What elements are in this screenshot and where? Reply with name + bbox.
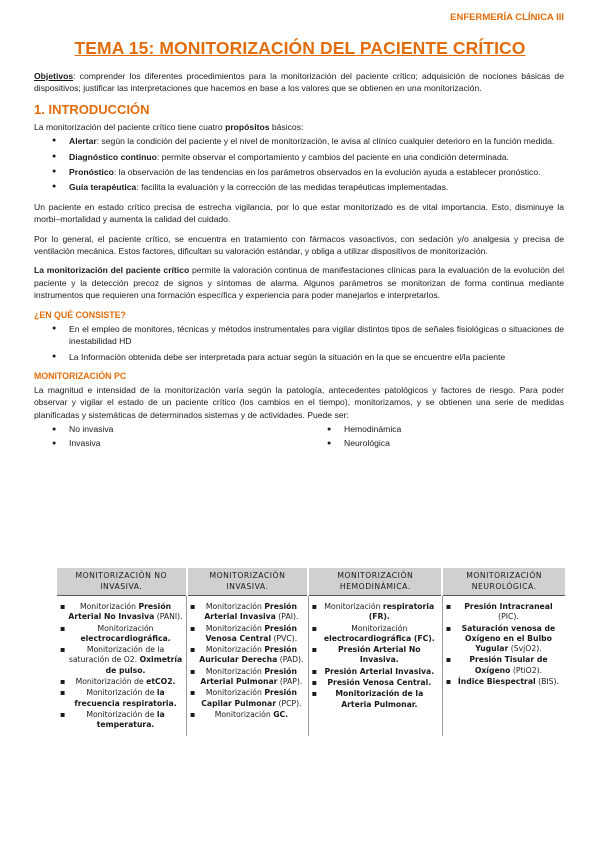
cell-text: Monitorización de xyxy=(75,677,147,687)
cell-text: (PVC). xyxy=(271,633,298,643)
cell-bold-text: electrocardiográfica (FC). xyxy=(323,633,435,643)
page-title: TEMA 15: MONITORIZACIÓN DEL PACIENTE CRÍTICO xyxy=(74,38,526,58)
table-header-row xyxy=(57,568,566,596)
cell-bold-text: Presión Capilar Pulmonar xyxy=(201,688,297,708)
list-item: ● Hemodinámica xyxy=(309,423,564,437)
table-list-item xyxy=(446,602,563,623)
list-item xyxy=(69,151,564,163)
paragraph-text: permite la valoración continua de manifestaciones clínicas para la evaluación de la evolución del paciente y la detección precoz de signos y síntomas de alarma. Algunos parámetros se monitorizan de forma continua mediante instrumentos que requieren una formación específica y experiencia para poder manejarlos e interpretarlos. xyxy=(34,265,565,301)
table-list-item xyxy=(190,602,305,623)
cell-bold-text: Presión Arterial Pulmonar xyxy=(200,666,297,687)
paragraph: La magnitud e intensidad de la monitorización varía según la patología, antecedentes patológicos y factores de riesgo. Para poder observar y vigilar el estado de un paciente crítico (los cambios en el tiempo), monitorizamos, y se obtienen una serie de medidas planificadas y sistemáticas de determinados sistemas y de actividades. Puede ser: xyxy=(34,384,564,420)
table-cell-invasiva xyxy=(187,596,309,736)
purpose-text: : según la condición del paciente y el nivel de monitorización, le avisa al clínico cualquier deterioro en la función medida. xyxy=(96,136,555,147)
cell-bold-text: Presión Arterial Invasiva. xyxy=(324,666,435,676)
objectives-label: Objetivos xyxy=(34,71,74,81)
subheading-en-que-consiste: ¿EN QUÉ CONSISTE? xyxy=(34,309,126,320)
document-body xyxy=(34,70,564,453)
cell-list xyxy=(60,602,183,731)
cell-list xyxy=(446,602,563,687)
cell-bold-text: Presión Arterial No Invasiva xyxy=(68,602,172,622)
table-row xyxy=(57,596,566,736)
table-list-item xyxy=(312,624,439,645)
table-cell-no-invasiva xyxy=(57,596,187,736)
cell-text: Monitorización xyxy=(97,623,154,633)
cell-text: Monitorización xyxy=(214,709,274,719)
monitoring-table xyxy=(57,568,567,736)
cell-text: (PtiO2). xyxy=(510,665,543,675)
paragraph: Un paciente en estado crítico precisa de estrecha vigilancia, por lo que estar monitorizado es de vital importancia. Esto, disminuye la morbi–mortalidad y aumenta la calidad del cuidado. xyxy=(34,201,564,225)
table-list-item xyxy=(312,667,439,677)
cell-text: (PIC). xyxy=(498,612,519,622)
table-cell-neurologica xyxy=(442,596,566,736)
purpose-term: Guía terapéutica xyxy=(69,182,137,193)
table-list-item xyxy=(60,688,183,709)
cell-text: Monitorización xyxy=(324,602,383,611)
table-list-item xyxy=(312,645,439,666)
running-header: ENFERMERÍA CLÍNICA III xyxy=(450,12,564,23)
list-item xyxy=(69,181,564,193)
cell-text: (PANI). xyxy=(154,612,183,622)
cell-text: Monitorización xyxy=(351,623,408,633)
cell-bold-text: la frecuencia respiratoria. xyxy=(74,688,177,708)
table-list-item xyxy=(60,677,183,687)
purpose-term: Diagnóstico continuo xyxy=(69,151,157,162)
monitoring-types-list xyxy=(34,423,564,450)
list-item: ● No invasiva xyxy=(34,423,309,437)
cell-text: Monitorización xyxy=(205,645,265,655)
cell-text: (PCP). xyxy=(276,698,302,708)
cell-bold-text: GC. xyxy=(273,709,289,719)
cell-bold-text: Presión Tisular de Oxígeno xyxy=(469,655,548,675)
table-list-item xyxy=(312,689,439,710)
objectives-text: : comprender los diferentes procedimientos para la monitorización del paciente crítico; adquisición de nociones básicas de dispositivos; justificar las interpretaciones que hacemos en base a los valores que se obtienen en una monitorización. xyxy=(34,71,564,94)
cell-text: (PAD). xyxy=(277,655,304,665)
cell-bold-text: Presión Arterial No Invasiva. xyxy=(338,645,421,665)
table-header: MONITORIZACIÓN HEMODINÁMICA. xyxy=(308,568,442,596)
cell-text: (PAI). xyxy=(275,612,299,622)
table-list-item xyxy=(190,667,305,688)
intro-text: La monitorización del paciente crítico tiene cuatro xyxy=(34,121,226,132)
cell-text: Monitorización de la saturación de O2. xyxy=(68,645,165,665)
table-list-item xyxy=(312,678,439,688)
table-header: MONITORIZACIÓN NEUROLÓGICA. xyxy=(442,568,566,596)
cell-bold-text: Presión Venosa Central. xyxy=(327,678,432,688)
list-item xyxy=(69,166,564,178)
purpose-text: : permite observar el comportamiento y cambios del paciente en una condición determinada. xyxy=(156,151,509,162)
purpose-term: Alertar xyxy=(69,136,97,147)
cell-list xyxy=(190,602,305,720)
table-cell-hemodinamica xyxy=(308,596,442,736)
table-header: MONITORIZACIÓN INVASIVA. xyxy=(187,568,309,596)
cell-list xyxy=(312,602,439,710)
cell-text: (BIS). xyxy=(535,677,559,687)
consiste-list xyxy=(34,323,564,363)
cell-bold-text: Índice Biespectral xyxy=(457,677,536,687)
table-list-item xyxy=(60,602,183,623)
purpose-text: : facilita la evaluación y la corrección de las medidas terapéuticas implementadas. xyxy=(136,182,449,193)
table-header: MONITORIZACIÓN NO INVASIVA. xyxy=(57,568,187,596)
list-item: ● Invasiva xyxy=(34,437,309,451)
paragraph-bold: La monitorización del paciente crítico xyxy=(34,265,190,276)
cell-text: Monitorización xyxy=(205,602,265,611)
table-list-item xyxy=(446,655,563,676)
cell-text: Monitorización de xyxy=(86,709,157,719)
intro-bold: propósitos xyxy=(225,121,270,132)
table-list-item xyxy=(190,645,305,666)
cell-text: Monitorización xyxy=(79,602,139,611)
cell-bold-text: la temperatura. xyxy=(96,709,165,730)
cell-text: (PAP). xyxy=(277,677,303,687)
cell-bold-text: Saturación venosa de Oxígeno en el Bulbo Yugular xyxy=(461,623,556,654)
subheading-monitorizacion-pc: MONITORIZACIÓN PC xyxy=(34,370,127,381)
list-item: ● En el empleo de monitores, técnicas y métodos instrumentales para vigilar distintos tipos de señales fisiológicas o situaciones de inestabilidad HD xyxy=(69,323,564,348)
cell-text: Monitorización xyxy=(205,666,265,676)
cell-text: Monitorización xyxy=(205,688,265,698)
table-list-item xyxy=(190,688,305,709)
intro-text-end: básicos: xyxy=(269,121,304,132)
cell-bold-text: respiratoria (FR). xyxy=(368,602,435,622)
cell-bold-text: Presión Arterial Invasiva xyxy=(204,602,297,622)
cell-bold-text: Presión Auricular Derecha xyxy=(199,645,297,665)
table-list-item xyxy=(312,602,439,623)
paragraph xyxy=(34,264,564,301)
purposes-list xyxy=(34,135,564,194)
intro-paragraph xyxy=(34,121,564,133)
list-item: ● La Información obtenida debe ser interpretada para actuar según la situación en la que se encuentre el/la paciente xyxy=(69,351,564,363)
cell-bold-text: Presión Venosa Central xyxy=(205,623,297,643)
cell-bold-text: Presión Intracraneal xyxy=(464,602,553,611)
objectives-paragraph xyxy=(34,70,564,95)
purpose-term: Pronóstico xyxy=(69,167,114,178)
cell-text: (SvjO2). xyxy=(508,644,542,654)
cell-text: Monitorización de xyxy=(86,688,157,698)
table-list-item xyxy=(60,645,183,676)
table-list-item xyxy=(60,624,183,645)
section-heading-introduccion: 1. INTRODUCCIÓN xyxy=(34,101,150,117)
cell-bold-text: electrocardiográfica. xyxy=(80,633,171,643)
table-list-item xyxy=(190,710,305,720)
cell-bold-text: etCO2. xyxy=(146,677,176,687)
table-list-item xyxy=(446,624,563,655)
cell-bold-text: Monitorización de la Arteria Pulmonar. xyxy=(335,689,424,709)
cell-bold-text: Oximetría de pulso. xyxy=(105,655,183,675)
list-item: ● Neurológica xyxy=(309,437,564,451)
purpose-text: : la observación de las tendencias en los parámetros observados en la evolución ayuda a establecer pronóstico. xyxy=(113,167,541,178)
table-list-item xyxy=(446,677,563,687)
list-item xyxy=(69,135,564,147)
table-list-item xyxy=(190,624,305,645)
table-list-item xyxy=(60,710,183,731)
cell-text: Monitorización xyxy=(205,623,265,633)
paragraph: Por lo general, el paciente crítico, se encuentra en tratamiento con fármacos vasoactivos, con sedación y/o analgesia y precisa de ventilación mecánica. Estos factores, dificultan su valoración estándar, y obliga a utilizar dispositivos de monitorización. xyxy=(34,233,564,257)
